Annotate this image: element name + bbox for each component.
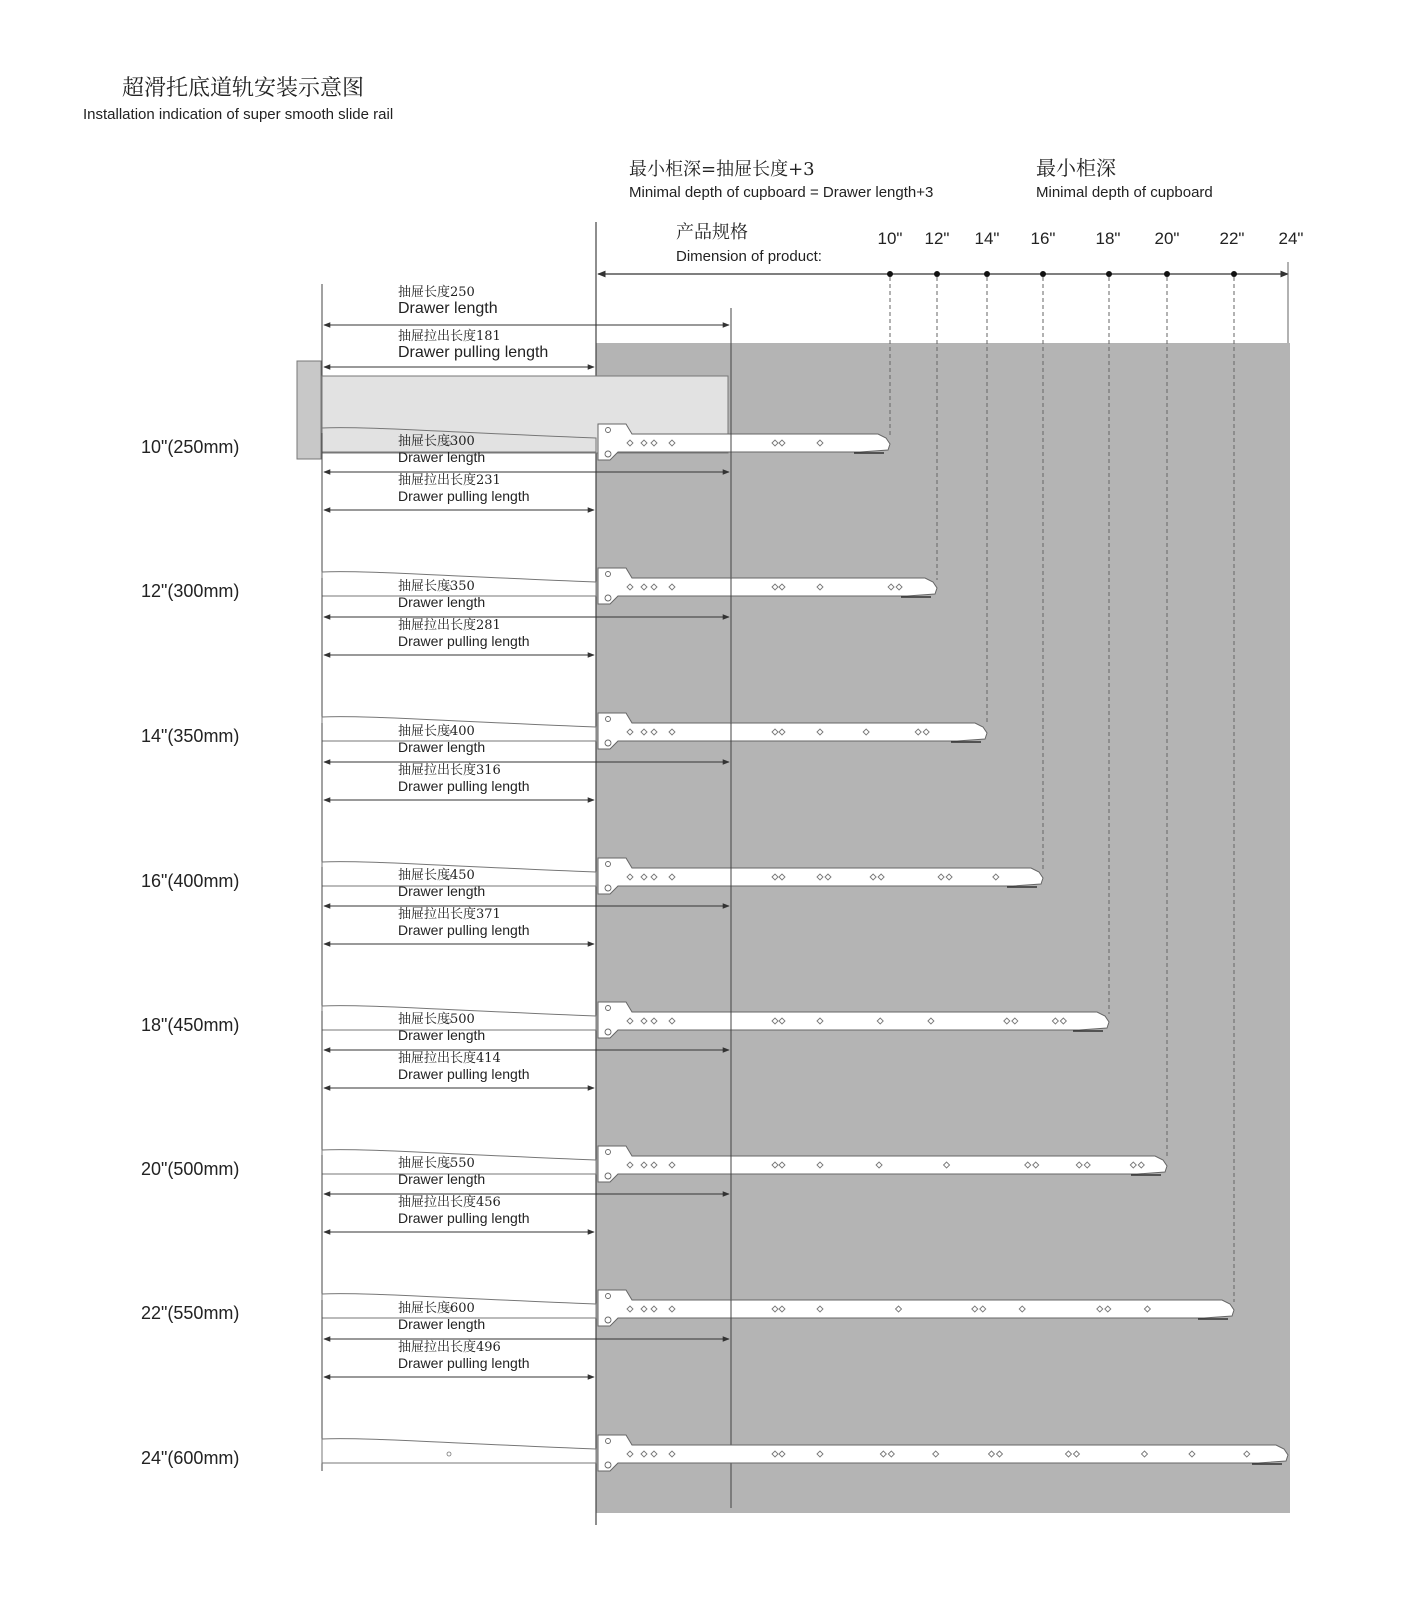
drawer-length-en: Drawer length — [398, 594, 486, 610]
pulling-length-en: Drawer pulling length — [398, 1066, 530, 1082]
cabinet-area — [596, 343, 1290, 1513]
scale-dot — [934, 271, 940, 277]
pulling-length-en: Drawer pulling length — [398, 778, 530, 794]
title-en: Installation indication of super smooth slide rail — [83, 106, 394, 123]
drawer-length-en: Drawer length — [398, 1027, 486, 1043]
scale-dot — [984, 271, 990, 277]
size-label: 14"(350mm) — [141, 726, 240, 746]
drawer-length-en: Drawer length — [398, 739, 486, 755]
pulling-length-en: Drawer pulling length — [398, 1355, 530, 1371]
drawer-length-cn: 抽屉长度500 — [398, 1012, 475, 1027]
scale-dot — [1106, 271, 1112, 277]
drawer-length-cn: 抽屉长度450 — [398, 868, 475, 883]
min-depth-cn: 最小柜深 — [1036, 156, 1116, 180]
drawer-length-cn: 抽屉长度600 — [398, 1301, 475, 1316]
scale-label: 14" — [974, 229, 1000, 248]
product-dimension-cn: 产品规格 — [676, 222, 748, 243]
scale-label: 24" — [1278, 229, 1304, 248]
size-label: 24"(600mm) — [141, 1448, 240, 1468]
pulling-length-en: Drawer pulling length — [398, 344, 549, 361]
drawer-length-cn: 抽屉长度550 — [398, 1156, 475, 1171]
drawer-length-cn: 抽屉长度350 — [398, 579, 475, 594]
drawer-length-en: Drawer length — [398, 1316, 486, 1332]
pulling-length-en: Drawer pulling length — [398, 1210, 530, 1226]
scale-dot — [1231, 271, 1237, 277]
drawer-length-en: Drawer length — [398, 449, 486, 465]
min-depth-formula-en: Minimal depth of cupboard = Drawer length+3 — [629, 184, 934, 201]
scale-label: 18" — [1095, 229, 1121, 248]
size-label: 18"(450mm) — [141, 1015, 240, 1035]
title-cn: 超滑托底道轨安装示意图 — [122, 76, 365, 101]
pulling-length-cn: 抽屉拉出长度371 — [398, 907, 501, 922]
pulling-length-en: Drawer pulling length — [398, 633, 530, 649]
drawer-length-cn: 抽屉长度400 — [398, 724, 475, 739]
scale-label: 10" — [877, 229, 903, 248]
size-label: 20"(500mm) — [141, 1159, 240, 1179]
pulling-length-en: Drawer pulling length — [398, 488, 530, 504]
pulling-length-cn: 抽屉拉出长度181 — [398, 329, 501, 344]
size-label: 16"(400mm) — [141, 871, 240, 891]
drawer-length-en: Drawer length — [398, 1171, 486, 1187]
scale-label: 20" — [1154, 229, 1180, 248]
pulling-length-cn: 抽屉拉出长度456 — [398, 1195, 501, 1210]
drawer-front-panel — [297, 361, 321, 459]
pulling-length-cn: 抽屉拉出长度496 — [398, 1340, 501, 1355]
size-label: 22"(550mm) — [141, 1303, 240, 1323]
drawer-length-cn: 抽屉长度250 — [398, 285, 475, 300]
drawer-length-en: Drawer length — [398, 300, 498, 317]
scale-dot — [1164, 271, 1170, 277]
min-depth-formula-cn: 最小柜深=抽屉长度+3 — [629, 159, 815, 180]
size-label: 10"(250mm) — [141, 437, 240, 457]
pulling-length-cn: 抽屉拉出长度231 — [398, 473, 501, 488]
drawer-length-en: Drawer length — [398, 883, 486, 899]
min-depth-en: Minimal depth of cupboard — [1036, 184, 1213, 201]
product-dimension-en: Dimension of product: — [676, 248, 822, 265]
pulling-length-cn: 抽屉拉出长度316 — [398, 763, 501, 778]
drawer-length-cn: 抽屉长度300 — [398, 434, 475, 449]
pulling-length-en: Drawer pulling length — [398, 922, 530, 938]
scale-dot — [1040, 271, 1046, 277]
scale-label: 12" — [924, 229, 950, 248]
pulling-length-cn: 抽屉拉出长度414 — [398, 1051, 501, 1066]
drawer-member — [322, 1439, 596, 1463]
pulling-length-cn: 抽屉拉出长度281 — [398, 618, 501, 633]
scale-dot — [887, 271, 893, 277]
size-label: 12"(300mm) — [141, 581, 240, 601]
scale-label: 22" — [1219, 229, 1245, 248]
scale-label: 16" — [1030, 229, 1056, 248]
